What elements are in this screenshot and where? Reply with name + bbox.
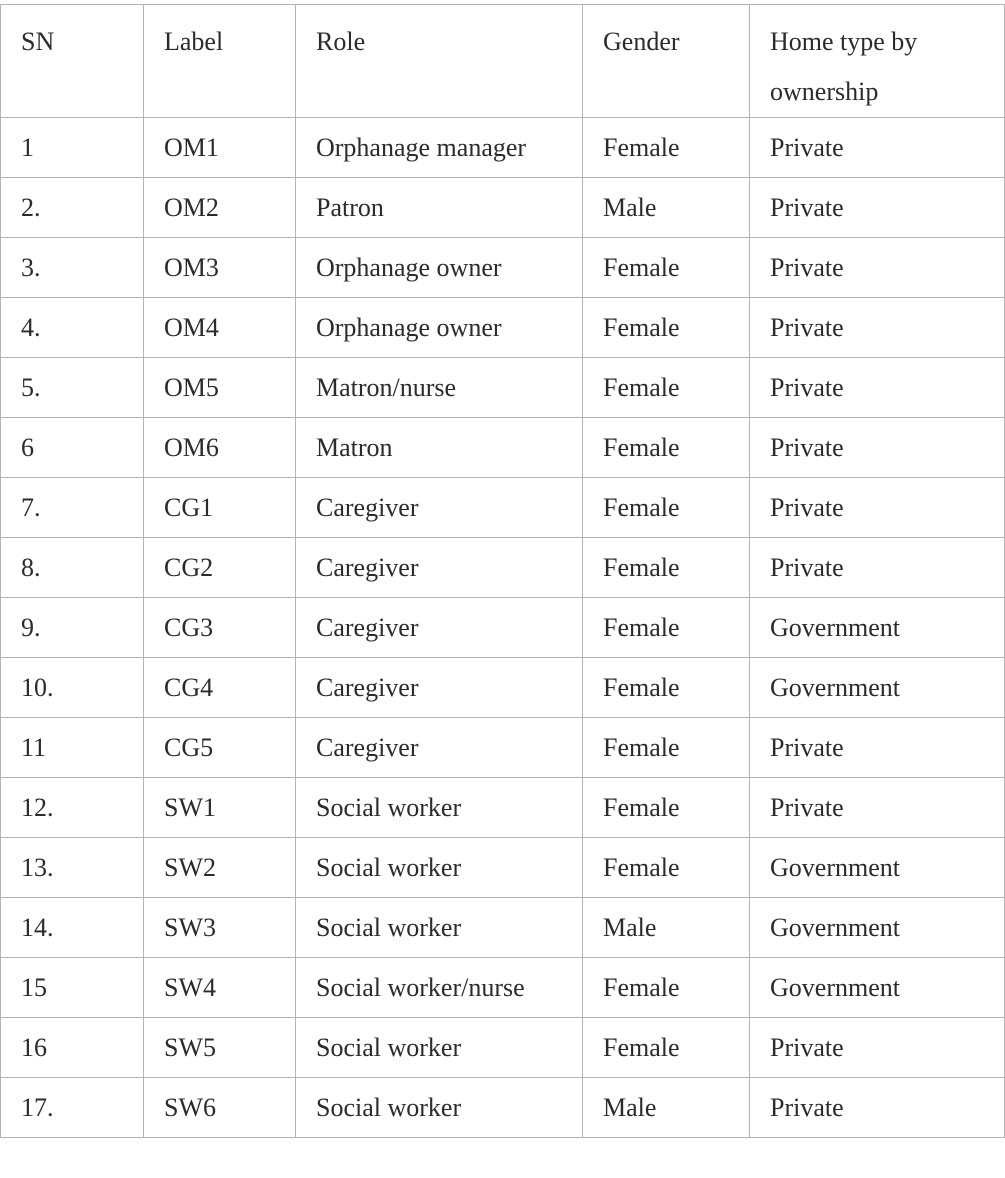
cell-gender: Female <box>583 478 750 538</box>
cell-home-type: Private <box>750 538 1005 598</box>
cell-gender: Male <box>583 898 750 958</box>
cell-gender: Male <box>583 178 750 238</box>
cell-gender: Female <box>583 298 750 358</box>
table-row <box>1 118 1005 178</box>
cell-label: SW3 <box>144 898 296 958</box>
cell-sn: 3. <box>1 238 144 298</box>
cell-home-type: Private <box>750 418 1005 478</box>
cell-home-type: Private <box>750 478 1005 538</box>
cell-sn: 8. <box>1 538 144 598</box>
table-row <box>1 598 1005 658</box>
cell-role: Matron/nurse <box>296 358 583 418</box>
table-row <box>1 1078 1005 1138</box>
table-row <box>1 478 1005 538</box>
cell-gender: Female <box>583 358 750 418</box>
cell-role: Social worker <box>296 1078 583 1138</box>
cell-role: Social worker/nurse <box>296 958 583 1018</box>
cell-home-type: Private <box>750 358 1005 418</box>
cell-sn: 7. <box>1 478 144 538</box>
cell-sn: 9. <box>1 598 144 658</box>
cell-role: Social worker <box>296 898 583 958</box>
cell-gender: Female <box>583 538 750 598</box>
cell-sn: 5. <box>1 358 144 418</box>
cell-role: Caregiver <box>296 538 583 598</box>
participants-table <box>0 4 1005 1138</box>
cell-label: SW5 <box>144 1018 296 1078</box>
cell-sn: 12. <box>1 778 144 838</box>
table-body <box>1 118 1005 1138</box>
cell-label: OM6 <box>144 418 296 478</box>
cell-home-type: Private <box>750 1078 1005 1138</box>
cell-role: Patron <box>296 178 583 238</box>
table-row <box>1 958 1005 1018</box>
table-row <box>1 718 1005 778</box>
table-header <box>1 5 1005 118</box>
table-row <box>1 358 1005 418</box>
cell-role: Social worker <box>296 838 583 898</box>
cell-sn: 11 <box>1 718 144 778</box>
cell-home-type: Government <box>750 658 1005 718</box>
cell-gender: Female <box>583 1018 750 1078</box>
cell-home-type: Government <box>750 598 1005 658</box>
cell-label: OM1 <box>144 118 296 178</box>
cell-label: OM2 <box>144 178 296 238</box>
header-sn: SN <box>1 5 144 118</box>
cell-sn: 16 <box>1 1018 144 1078</box>
cell-sn: 2. <box>1 178 144 238</box>
cell-home-type: Private <box>750 178 1005 238</box>
cell-home-type: Government <box>750 958 1005 1018</box>
cell-role: Orphanage owner <box>296 298 583 358</box>
table-row <box>1 1018 1005 1078</box>
cell-label: SW4 <box>144 958 296 1018</box>
cell-role: Caregiver <box>296 718 583 778</box>
cell-gender: Female <box>583 718 750 778</box>
cell-sn: 15 <box>1 958 144 1018</box>
table-row <box>1 778 1005 838</box>
cell-gender: Female <box>583 418 750 478</box>
cell-label: CG2 <box>144 538 296 598</box>
table-row <box>1 898 1005 958</box>
cell-home-type: Private <box>750 718 1005 778</box>
cell-gender: Female <box>583 238 750 298</box>
cell-gender: Female <box>583 118 750 178</box>
cell-gender: Female <box>583 658 750 718</box>
cell-label: OM4 <box>144 298 296 358</box>
cell-role: Social worker <box>296 778 583 838</box>
cell-gender: Male <box>583 1078 750 1138</box>
cell-gender: Female <box>583 838 750 898</box>
cell-sn: 6 <box>1 418 144 478</box>
cell-home-type: Government <box>750 838 1005 898</box>
cell-sn: 4. <box>1 298 144 358</box>
cell-sn: 13. <box>1 838 144 898</box>
table-row <box>1 178 1005 238</box>
cell-sn: 10. <box>1 658 144 718</box>
header-home-type: Home type by ownership <box>750 5 1005 118</box>
cell-label: CG5 <box>144 718 296 778</box>
cell-label: SW1 <box>144 778 296 838</box>
cell-home-type: Private <box>750 1018 1005 1078</box>
header-role: Role <box>296 5 583 118</box>
cell-label: SW6 <box>144 1078 296 1138</box>
cell-home-type: Private <box>750 238 1005 298</box>
table-row <box>1 298 1005 358</box>
table-row <box>1 658 1005 718</box>
header-row <box>1 5 1005 118</box>
cell-sn: 1 <box>1 118 144 178</box>
cell-role: Orphanage manager <box>296 118 583 178</box>
cell-label: CG4 <box>144 658 296 718</box>
cell-role: Caregiver <box>296 598 583 658</box>
cell-gender: Female <box>583 598 750 658</box>
cell-home-type: Private <box>750 298 1005 358</box>
cell-label: SW2 <box>144 838 296 898</box>
table-row <box>1 418 1005 478</box>
cell-role: Matron <box>296 418 583 478</box>
cell-role: Orphanage owner <box>296 238 583 298</box>
cell-home-type: Government <box>750 898 1005 958</box>
cell-label: CG1 <box>144 478 296 538</box>
cell-label: CG3 <box>144 598 296 658</box>
cell-label: OM5 <box>144 358 296 418</box>
cell-role: Social worker <box>296 1018 583 1078</box>
cell-gender: Female <box>583 958 750 1018</box>
header-gender: Gender <box>583 5 750 118</box>
cell-sn: 14. <box>1 898 144 958</box>
cell-home-type: Private <box>750 778 1005 838</box>
table-row <box>1 538 1005 598</box>
table-row <box>1 238 1005 298</box>
cell-gender: Female <box>583 778 750 838</box>
cell-role: Caregiver <box>296 658 583 718</box>
cell-sn: 17. <box>1 1078 144 1138</box>
cell-role: Caregiver <box>296 478 583 538</box>
cell-label: OM3 <box>144 238 296 298</box>
cell-home-type: Private <box>750 118 1005 178</box>
table-row <box>1 838 1005 898</box>
header-label: Label <box>144 5 296 118</box>
